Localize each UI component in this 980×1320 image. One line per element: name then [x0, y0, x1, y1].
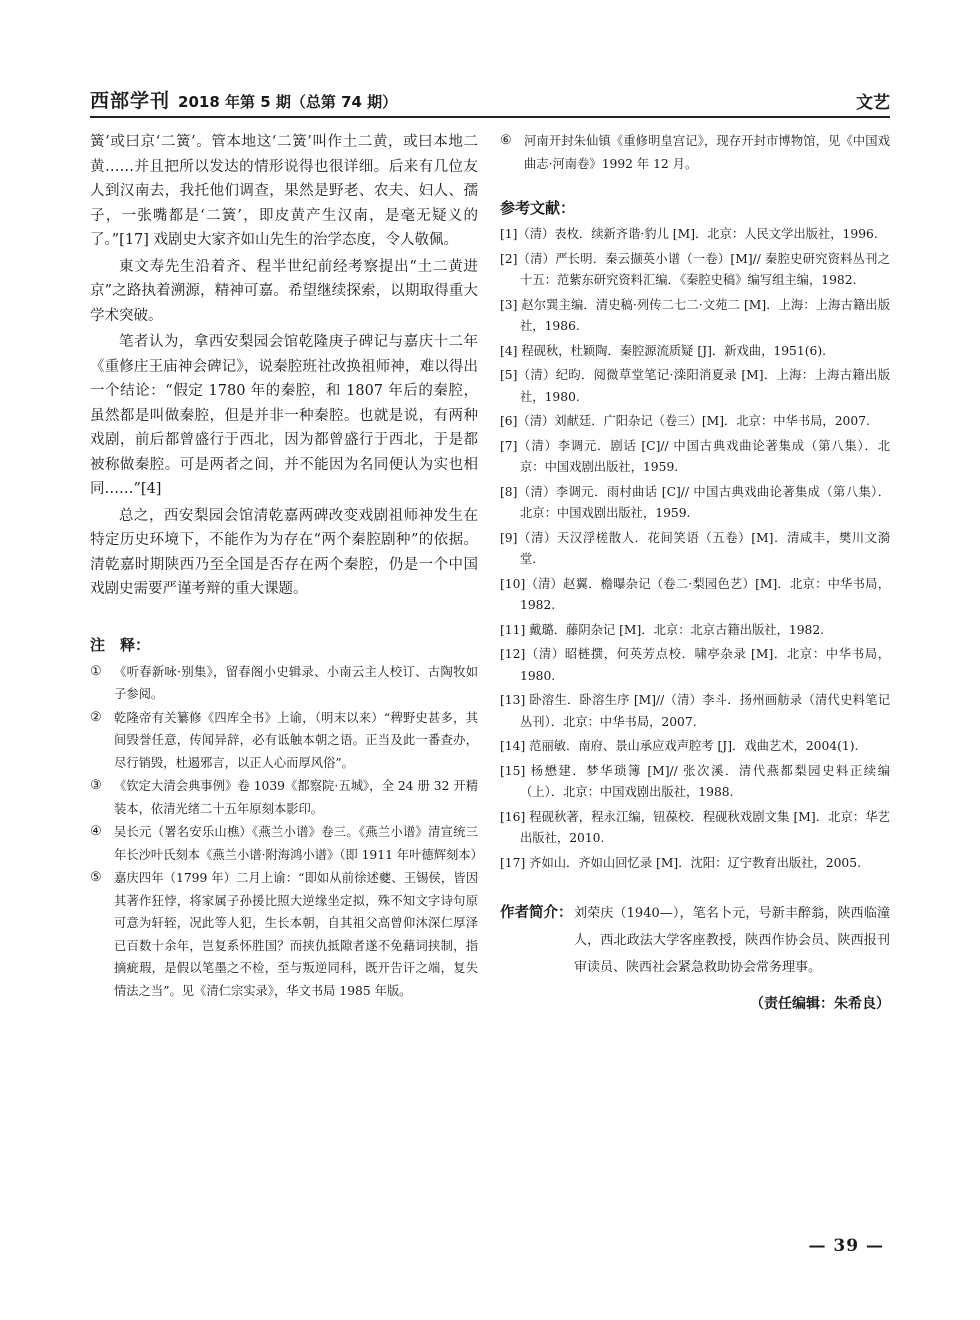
responsible-editor: （责任编辑：朱希良）: [750, 996, 890, 1012]
note-item: [500, 130, 890, 175]
left-column: [90, 130, 483, 1003]
body-paragraph: 总之，西安梨园会馆清乾嘉两碑改变戏剧祖师神发生在特定历史环境下，不能作为为存在“两个秦腔剧种”的依据。清乾嘉时期陕西乃至全国是否存在两个秦腔，仍是一个中国戏剧史需要严谨考辩的重大课题。: [90, 507, 478, 597]
page-number: — 39 —: [808, 1236, 884, 1256]
note-item: [90, 821, 483, 866]
notes-section: [90, 634, 483, 1003]
reference-item: [9]（清）天汉浮槎散人．花间笑语（五卷）[M]．清咸丰，樊川文漪堂．: [500, 530, 890, 566]
note-item: [90, 867, 478, 1002]
reference-item: [16] 程砚秋著，程永江编，钮葆校．程砚秋戏剧文集 [M]．北京：华艺出版社，2010.: [500, 809, 890, 845]
note-number: ④: [90, 824, 102, 839]
note-text: 吴长元（署名安乐山樵）《燕兰小谱》卷三。《燕兰小谱》清宣统三年长沙叶氏刻本《燕兰小谱·附海鸿小谱》（即 1911 年叶德辉刻本）: [114, 825, 483, 862]
header-rule: [90, 116, 890, 118]
journal-name: 西部学刊: [90, 90, 171, 112]
issue-info: 2018 年第 5 期（总第 74 期）: [178, 93, 398, 111]
reference-item: [4] 程砚秋，杜颖陶．秦腔源流质疑 [J]．新戏曲，1951(6).: [500, 343, 827, 358]
reference-item: [7]（清）李调元．剧话 [C]// 中国古典戏曲论著集成（第八集）．北京：中国戏剧出版社，1959.: [500, 438, 890, 474]
reference-item: [5]（清）纪昀．阅微草堂笔记·滦阳消夏录 [M]．上海：上海古籍出版社，1980.: [500, 368, 890, 404]
note-number: ⑤: [90, 870, 102, 885]
reference-item: [1]（清）表枚．续新齐谐·豹儿 [M]．北京：人民文学出版社，1996.: [500, 227, 878, 241]
body-paragraph: 笔者认为，拿西安梨园会馆乾隆庚子碑记与嘉庆十二年《重修庄王庙神会碑记》，说秦腔班社改换祖师神，难以得出一个结论：“假定 1780 年的秦腔，和 1807 年后的秦腔，虽然都是叫做秦腔，但是并非一种秦腔。也就是说，有两种戏剧，前后都曾盛行于西北，因为都曾盛行于西北，于是都被称做秦腔。可是两者之间，并不能因为名同便认为实也相同……”[4]: [90, 334, 478, 497]
body-paragraph: 簧’或曰京‘二簧’。管本地这‘二簧’叫作土二黄，或曰本地二黄……并且把所以发达的情形说得也很详细。后来有几位友人到汉南去，我托他们调查，果然是野老、农夫、妇人、孺子，一张嘴都是‘二簧’，即皮黄产生汉南，是毫无疑义的了。”[17] 戏剧史大家齐如山先生的治学态度，令人敬佩。: [90, 134, 478, 248]
section-tag: 文艺: [856, 93, 890, 113]
reference-item: [14] 范丽敏．南府、景山承应戏声腔考 [J]．戏曲艺术，2004(1).: [500, 739, 859, 753]
reference-item: [11] 戴璐．藤阴杂记 [M]．北京：北京古籍出版社，1982.: [500, 622, 825, 637]
reference-item: [17] 齐如山．齐如山回忆录 [M]．沈阳：辽宁教育出版社，2005.: [500, 855, 861, 870]
reference-item: [13] 卧溶生．卧溶生序 [M]//（清）李斗．扬州画舫录（清代史料笔记丛刊）．北京：中华书局，2007.: [500, 693, 890, 729]
references-title: 参考文献：: [500, 199, 576, 217]
note-number: ③: [90, 778, 102, 793]
note-text: 河南开封朱仙镇《重修明皇宫记》，现存开封市博物馆，见《中国戏曲志·河南卷》1992 年 12 月。: [524, 134, 890, 171]
reference-item: [3] 赵尔巽主编．清史稿·列传二七二·文苑二 [M]．上海：上海古籍出版社，1986.: [500, 297, 890, 333]
reference-item: [2]（清）严长明．秦云撷英小谱（一卷）[M]// 秦腔史研究资料丛刊之十五：范紫东研究资料汇编．《秦腔史稿》编写组主编，1982.: [500, 251, 890, 287]
author-bio: [500, 900, 890, 981]
note-text: 《听春新咏·别集》，留春阁小史辑录、小南云主人校订、古陶牧如子参阅。: [114, 664, 478, 701]
note-item: [90, 775, 478, 820]
note-text: 乾隆帝有关纂修《四库全书》上谕，（明末以来）“稗野史甚多，其间毁誉任意，传闻异辞，必有诋触本朝之语。正当及此一番查办，尽行销毁，杜遏邪言，以正人心而厚风俗”。: [114, 710, 478, 770]
references-section: [500, 197, 890, 874]
note-text: 嘉庆四年（1799 年）二月上谕：“即如从前徐述夔、王锡侯，皆因其著作狂悖，将家属子孙援比照大逆缘坐定拟，殊不知文字诗句原可意为轩轾，况此等人犯，生长本朝，自其祖父高曾仰沐深仁厚泽已百数十余年，岂复系怀胜国？而挟仇抵隙者遂不免藉词挟制，指摘疵瑕，是假以笔墨之不检，至与叛逆同科，既开告讦之端，复失情法之当”。见《清仁宗实录》，华文书局 1985 年版。: [114, 871, 478, 998]
body-paragraph: 東文寿先生沿着齐、程半世纪前经考察提出“土二黄进京”之路执着溯源，精神可嘉。希望继续探索，以期取得重大学术突破。: [90, 258, 478, 324]
author-label: 作者简介：: [500, 905, 573, 921]
body-text: [90, 130, 478, 602]
reference-item: [8]（清）李调元．雨村曲话 [C]// 中国古典戏曲论著集成（第八集）．北京：中国戏剧出版社，1959.: [500, 484, 890, 520]
note-number: ②: [90, 709, 102, 725]
author-text: 刘荣庆（1940—），笔名卜元，号新丰醉翁，陕西临潼人，西北政法大学客座教授，陕西作协会员、陕西报刊审读员、陕西社会紧急救助协会常务理事。: [574, 906, 890, 975]
note-number: ①: [90, 663, 102, 679]
right-column: [500, 130, 890, 1013]
reference-item: [12]（清）昭梿撰，何英芳点校．啸亭杂录 [M]．北京：中华书局，1980.: [500, 647, 890, 683]
note-text: 《钦定大清会典事例》卷 1039《都察院·五城》，全 24 册 32 开精装本，依清光绪二十五年原刻本影印。: [114, 779, 478, 816]
notes-title: 注 释：: [90, 635, 151, 654]
reference-item: [15] 杨懋建．梦华琐簿 [M]// 张次溪．清代燕都梨园史料正续编（上）．北京：中国戏剧出版社，1988.: [500, 763, 890, 799]
note-item: [90, 707, 478, 775]
reference-item: [6]（清）刘献廷．广阳杂记（卷三）[M]．北京：中华书局，2007.: [500, 414, 870, 428]
reference-item: [10]（清）赵翼．檐曝杂记（卷二·梨园色艺）[M]．北京：中华书局，1982.: [500, 576, 890, 612]
note-item: [90, 661, 478, 706]
note-number: ⑥: [500, 133, 512, 148]
